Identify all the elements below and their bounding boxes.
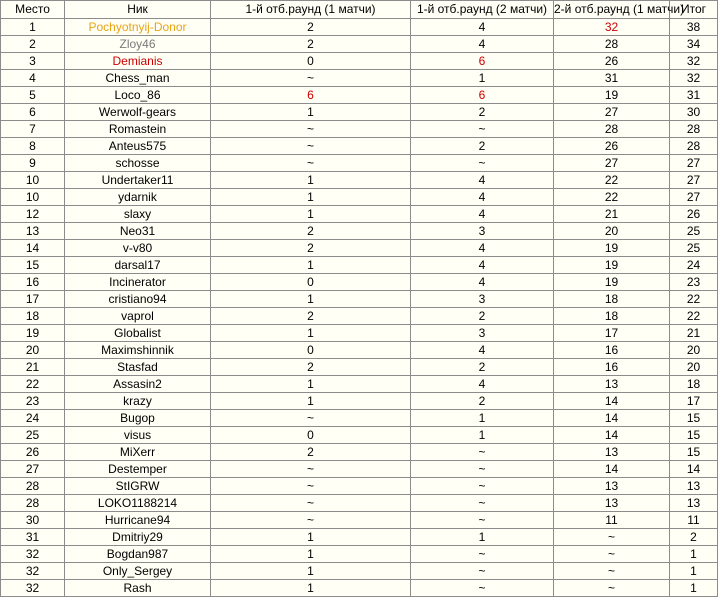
table-row [1, 359, 718, 376]
place-cell: 15 [1, 257, 65, 274]
total-cell: 38 [670, 19, 718, 36]
table-row [1, 155, 718, 172]
round1-match1-cell: 1 [211, 325, 411, 342]
place-cell: 23 [1, 393, 65, 410]
total-cell: 1 [670, 580, 718, 597]
nick-cell: Chess_man [65, 70, 211, 87]
total-cell: 15 [670, 427, 718, 444]
round1-match1-cell: 1 [211, 257, 411, 274]
round1-match1-cell: 2 [211, 359, 411, 376]
total-cell: 25 [670, 240, 718, 257]
place-cell: 10 [1, 172, 65, 189]
round1-match1-cell: 2 [211, 36, 411, 53]
round2-match1-cell: 28 [554, 36, 670, 53]
round1-match1-cell: 0 [211, 53, 411, 70]
place-cell: 1 [1, 19, 65, 36]
round1-match2-cell: 4 [411, 342, 554, 359]
place-cell: 20 [1, 342, 65, 359]
place-cell: 16 [1, 274, 65, 291]
place-cell: 30 [1, 512, 65, 529]
table-row [1, 580, 718, 597]
table-row [1, 308, 718, 325]
total-cell: 15 [670, 444, 718, 461]
place-cell: 17 [1, 291, 65, 308]
round1-match1-cell: 0 [211, 274, 411, 291]
round2-match1-cell: 14 [554, 427, 670, 444]
place-cell: 10 [1, 189, 65, 206]
table-row [1, 444, 718, 461]
place-cell: 2 [1, 36, 65, 53]
round1-match2-cell: 3 [411, 223, 554, 240]
round1-match1-cell: 1 [211, 291, 411, 308]
place-cell: 8 [1, 138, 65, 155]
nick-cell: darsal17 [65, 257, 211, 274]
round1-match2-cell: 4 [411, 376, 554, 393]
header-round2-match1: 2-й отб.раунд (1 матчи) [554, 1, 670, 19]
nick-cell: Only_Sergey [65, 563, 211, 580]
nick-cell: cristiano94 [65, 291, 211, 308]
round1-match2-cell: 6 [411, 87, 554, 104]
place-cell: 12 [1, 206, 65, 223]
table-row [1, 121, 718, 138]
total-cell: 27 [670, 155, 718, 172]
round1-match1-cell: 1 [211, 376, 411, 393]
table-row [1, 189, 718, 206]
table-row [1, 172, 718, 189]
round1-match2-cell: ~ [411, 155, 554, 172]
nick-cell: Zloy46 [65, 36, 211, 53]
round2-match1-cell: 13 [554, 495, 670, 512]
table-row [1, 342, 718, 359]
nick-cell: ydarnik [65, 189, 211, 206]
round1-match1-cell: 1 [211, 563, 411, 580]
round2-match1-cell: 14 [554, 410, 670, 427]
nick-cell: Hurricane94 [65, 512, 211, 529]
round1-match1-cell: ~ [211, 495, 411, 512]
table-header [1, 1, 718, 19]
place-cell: 32 [1, 580, 65, 597]
round2-match1-cell: 13 [554, 444, 670, 461]
table-row [1, 274, 718, 291]
total-cell: 34 [670, 36, 718, 53]
round2-match1-cell: 27 [554, 104, 670, 121]
round1-match2-cell: 1 [411, 427, 554, 444]
total-cell: 23 [670, 274, 718, 291]
round1-match2-cell: ~ [411, 512, 554, 529]
round2-match1-cell: ~ [554, 529, 670, 546]
round1-match2-cell: 2 [411, 359, 554, 376]
round1-match1-cell: ~ [211, 155, 411, 172]
nick-cell: LOKO1188214 [65, 495, 211, 512]
round1-match1-cell: ~ [211, 461, 411, 478]
round1-match2-cell: 3 [411, 325, 554, 342]
round1-match2-cell: ~ [411, 444, 554, 461]
round1-match1-cell: 1 [211, 529, 411, 546]
total-cell: 18 [670, 376, 718, 393]
table-row [1, 410, 718, 427]
round1-match2-cell: ~ [411, 495, 554, 512]
table-row [1, 291, 718, 308]
round1-match1-cell: 0 [211, 427, 411, 444]
table-row [1, 19, 718, 36]
table-row [1, 53, 718, 70]
round1-match2-cell: 3 [411, 291, 554, 308]
round2-match1-cell: 19 [554, 257, 670, 274]
round1-match2-cell: 2 [411, 104, 554, 121]
total-cell: 13 [670, 478, 718, 495]
round1-match1-cell: 2 [211, 19, 411, 36]
nick-cell: Incinerator [65, 274, 211, 291]
round2-match1-cell: 13 [554, 478, 670, 495]
total-cell: 32 [670, 70, 718, 87]
nick-cell: v-v80 [65, 240, 211, 257]
round1-match2-cell: ~ [411, 563, 554, 580]
header-place: Место [1, 1, 65, 19]
place-cell: 7 [1, 121, 65, 138]
place-cell: 32 [1, 546, 65, 563]
round2-match1-cell: 18 [554, 308, 670, 325]
table-row [1, 87, 718, 104]
total-cell: 20 [670, 342, 718, 359]
total-cell: 28 [670, 138, 718, 155]
nick-cell: Loco_86 [65, 87, 211, 104]
total-cell: 27 [670, 189, 718, 206]
round1-match1-cell: 1 [211, 580, 411, 597]
round2-match1-cell: 27 [554, 155, 670, 172]
place-cell: 24 [1, 410, 65, 427]
round1-match2-cell: 4 [411, 257, 554, 274]
round2-match1-cell: 31 [554, 70, 670, 87]
nick-cell: Maximshinnik [65, 342, 211, 359]
round1-match2-cell: 1 [411, 529, 554, 546]
table-row [1, 240, 718, 257]
round2-match1-cell: 20 [554, 223, 670, 240]
round1-match2-cell: ~ [411, 546, 554, 563]
round1-match1-cell: 1 [211, 172, 411, 189]
total-cell: 11 [670, 512, 718, 529]
place-cell: 14 [1, 240, 65, 257]
table-row [1, 206, 718, 223]
round1-match2-cell: 4 [411, 274, 554, 291]
round1-match1-cell: 2 [211, 223, 411, 240]
round2-match1-cell: 18 [554, 291, 670, 308]
round2-match1-cell: 16 [554, 359, 670, 376]
round2-match1-cell: 28 [554, 121, 670, 138]
round1-match1-cell: ~ [211, 478, 411, 495]
round1-match1-cell: 2 [211, 444, 411, 461]
table-row [1, 563, 718, 580]
nick-cell: Globalist [65, 325, 211, 342]
place-cell: 3 [1, 53, 65, 70]
table-row [1, 512, 718, 529]
header-nick: Ник [65, 1, 211, 19]
table-row [1, 138, 718, 155]
table-row [1, 257, 718, 274]
round1-match2-cell: 1 [411, 410, 554, 427]
nick-cell: Rash [65, 580, 211, 597]
table-row [1, 461, 718, 478]
table-row [1, 529, 718, 546]
nick-cell: Pochyotnyij-Donor [65, 19, 211, 36]
table-row [1, 546, 718, 563]
total-cell: 20 [670, 359, 718, 376]
nick-cell: Bogdan987 [65, 546, 211, 563]
nick-cell: Romastein [65, 121, 211, 138]
table-row [1, 223, 718, 240]
table-row [1, 427, 718, 444]
place-cell: 6 [1, 104, 65, 121]
total-cell: 1 [670, 563, 718, 580]
nick-cell: schosse [65, 155, 211, 172]
round2-match1-cell: ~ [554, 563, 670, 580]
round2-match1-cell: 19 [554, 274, 670, 291]
total-cell: 25 [670, 223, 718, 240]
round2-match1-cell: 22 [554, 172, 670, 189]
table-row [1, 376, 718, 393]
round1-match1-cell: ~ [211, 410, 411, 427]
round1-match2-cell: ~ [411, 580, 554, 597]
table-row [1, 104, 718, 121]
round2-match1-cell: 19 [554, 240, 670, 257]
total-cell: 27 [670, 172, 718, 189]
table-row [1, 36, 718, 53]
nick-cell: krazy [65, 393, 211, 410]
round2-match1-cell: 19 [554, 87, 670, 104]
round2-match1-cell: 21 [554, 206, 670, 223]
nick-cell: Stasfad [65, 359, 211, 376]
round1-match1-cell: ~ [211, 138, 411, 155]
round1-match2-cell: 4 [411, 206, 554, 223]
round2-match1-cell: 32 [554, 19, 670, 36]
round1-match2-cell: ~ [411, 478, 554, 495]
round2-match1-cell: ~ [554, 546, 670, 563]
table-row [1, 325, 718, 342]
round2-match1-cell: 26 [554, 53, 670, 70]
round2-match1-cell: 17 [554, 325, 670, 342]
round2-match1-cell: 22 [554, 189, 670, 206]
nick-cell: visus [65, 427, 211, 444]
header-total: Итог [670, 1, 718, 19]
place-cell: 19 [1, 325, 65, 342]
total-cell: 15 [670, 410, 718, 427]
total-cell: 30 [670, 104, 718, 121]
place-cell: 28 [1, 478, 65, 495]
round1-match2-cell: 4 [411, 240, 554, 257]
round1-match1-cell: 6 [211, 87, 411, 104]
place-cell: 25 [1, 427, 65, 444]
round1-match1-cell: 1 [211, 206, 411, 223]
table-row [1, 393, 718, 410]
round1-match2-cell: 4 [411, 172, 554, 189]
nick-cell: Werwolf-gears [65, 104, 211, 121]
header-round1-match1: 1-й отб.раунд (1 матчи) [211, 1, 411, 19]
table-row [1, 478, 718, 495]
round1-match1-cell: 1 [211, 189, 411, 206]
place-cell: 9 [1, 155, 65, 172]
nick-cell: vaprol [65, 308, 211, 325]
total-cell: 32 [670, 53, 718, 70]
round2-match1-cell: ~ [554, 580, 670, 597]
nick-cell: Dmitriy29 [65, 529, 211, 546]
total-cell: 24 [670, 257, 718, 274]
round1-match2-cell: ~ [411, 461, 554, 478]
total-cell: 21 [670, 325, 718, 342]
total-cell: 2 [670, 529, 718, 546]
round1-match2-cell: 1 [411, 70, 554, 87]
round1-match1-cell: ~ [211, 121, 411, 138]
table-body [1, 19, 718, 597]
round1-match2-cell: ~ [411, 121, 554, 138]
nick-cell: slaxy [65, 206, 211, 223]
nick-cell: Destemper [65, 461, 211, 478]
round1-match1-cell: ~ [211, 512, 411, 529]
nick-cell: Bugop [65, 410, 211, 427]
place-cell: 26 [1, 444, 65, 461]
round1-match1-cell: 1 [211, 104, 411, 121]
header-row [1, 1, 718, 19]
total-cell: 13 [670, 495, 718, 512]
total-cell: 26 [670, 206, 718, 223]
place-cell: 31 [1, 529, 65, 546]
place-cell: 21 [1, 359, 65, 376]
round2-match1-cell: 13 [554, 376, 670, 393]
round1-match2-cell: 2 [411, 393, 554, 410]
round2-match1-cell: 16 [554, 342, 670, 359]
total-cell: 22 [670, 308, 718, 325]
total-cell: 22 [670, 291, 718, 308]
place-cell: 13 [1, 223, 65, 240]
round1-match2-cell: 6 [411, 53, 554, 70]
total-cell: 17 [670, 393, 718, 410]
place-cell: 28 [1, 495, 65, 512]
place-cell: 18 [1, 308, 65, 325]
total-cell: 28 [670, 121, 718, 138]
round1-match2-cell: 2 [411, 308, 554, 325]
nick-cell: Demianis [65, 53, 211, 70]
nick-cell: Assasin2 [65, 376, 211, 393]
round1-match1-cell: 2 [211, 308, 411, 325]
round1-match1-cell: 2 [211, 240, 411, 257]
round2-match1-cell: 11 [554, 512, 670, 529]
nick-cell: StIGRW [65, 478, 211, 495]
round1-match1-cell: ~ [211, 70, 411, 87]
total-cell: 31 [670, 87, 718, 104]
round1-match2-cell: 4 [411, 19, 554, 36]
place-cell: 5 [1, 87, 65, 104]
round1-match2-cell: 2 [411, 138, 554, 155]
table-row [1, 70, 718, 87]
round2-match1-cell: 14 [554, 393, 670, 410]
table-row [1, 495, 718, 512]
round1-match2-cell: 4 [411, 189, 554, 206]
nick-cell: Neo31 [65, 223, 211, 240]
round2-match1-cell: 26 [554, 138, 670, 155]
round1-match1-cell: 1 [211, 393, 411, 410]
round2-match1-cell: 14 [554, 461, 670, 478]
total-cell: 14 [670, 461, 718, 478]
nick-cell: MiXerr [65, 444, 211, 461]
place-cell: 32 [1, 563, 65, 580]
place-cell: 22 [1, 376, 65, 393]
round1-match2-cell: 4 [411, 36, 554, 53]
round1-match1-cell: 1 [211, 546, 411, 563]
nick-cell: Undertaker11 [65, 172, 211, 189]
total-cell: 1 [670, 546, 718, 563]
nick-cell: Anteus575 [65, 138, 211, 155]
header-round1-match2: 1-й отб.раунд (2 матчи) [411, 1, 554, 19]
place-cell: 27 [1, 461, 65, 478]
round1-match1-cell: 0 [211, 342, 411, 359]
place-cell: 4 [1, 70, 65, 87]
